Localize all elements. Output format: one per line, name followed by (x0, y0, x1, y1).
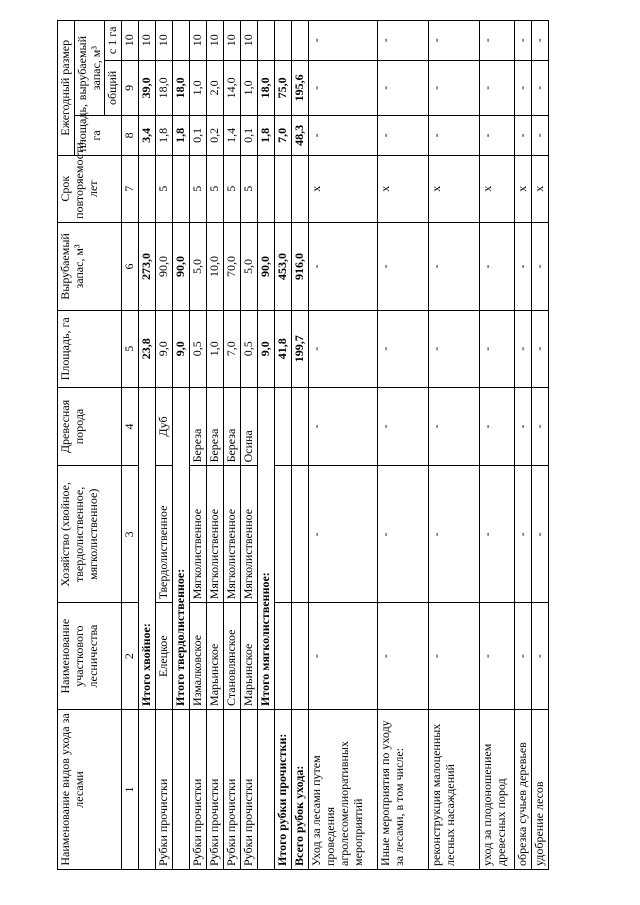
cell-area: 9,0 (258, 311, 275, 388)
cell-annual-area: 0,1 (190, 116, 207, 155)
table-row (190, 21, 207, 870)
cell-x: х (480, 155, 515, 222)
col-number: 1 (122, 709, 139, 869)
header-economy: Хозяйство (хвойное, твердолиственное, мягколиственное) (58, 466, 122, 603)
cell-annual-area: 7,0 (275, 116, 292, 155)
cell-work-type: Рубки прочистки (224, 709, 241, 869)
table-row (173, 21, 190, 870)
cell-dash: - (309, 21, 378, 61)
table-row (258, 21, 275, 870)
cell-dash: - (309, 311, 378, 388)
cell-per-ha: 10 (139, 21, 156, 61)
cell-area: 41,8 (275, 311, 292, 388)
cell-economy: Мягколиственное (190, 466, 207, 603)
cell-period: 5 (224, 155, 241, 222)
cell-per-ha: 10 (190, 21, 207, 61)
cell-dash: - (378, 387, 429, 466)
col-number: 10 (122, 21, 139, 61)
cell-dash: - (532, 222, 549, 310)
cell-dash: - (309, 466, 378, 603)
table-row (378, 21, 429, 870)
cell-work-type: Иные мероприятия по уходу за лесами, в том числе: (378, 709, 429, 869)
cell-dash: - (515, 116, 532, 155)
subtotal-label: Итого твердолиственное: (173, 387, 190, 709)
cell-dash: - (532, 387, 549, 466)
forest-care-table (57, 20, 549, 870)
cell-volume: 10,0 (207, 222, 224, 310)
cell-x: х (309, 155, 378, 222)
subtotal-label: Итого мягколиственное: (258, 387, 275, 709)
cell-work-type: обрезка сучьев деревьев (515, 709, 532, 869)
cell-dash: - (515, 603, 532, 710)
cell-annual-total: 18,0 (173, 60, 190, 116)
header-annual-per-ha: с 1 га (105, 21, 122, 61)
cell-work-type: Рубки прочистки (190, 709, 207, 869)
cell-work-type: реконструкция малоценных лесных насаждений (429, 709, 480, 869)
table-row (429, 21, 480, 870)
table-row (292, 21, 309, 870)
cell-annual-area: 48,3 (292, 116, 309, 155)
cell-dash: - (429, 21, 480, 61)
cell-dash: - (378, 116, 429, 155)
cell-dash: - (378, 60, 429, 116)
table-row (480, 21, 515, 870)
cell-dash: - (378, 21, 429, 61)
cell-annual-total: 195,6 (292, 60, 309, 116)
cell-area: 23,8 (139, 311, 156, 388)
cell-x: х (429, 155, 480, 222)
grand-total-label: Всего рубок ухода: (292, 709, 309, 869)
cell-area: 9,0 (173, 311, 190, 388)
cell-annual-area: 1,8 (173, 116, 190, 155)
cell-forestry: Измалковское (190, 603, 207, 710)
cell-species: Береза (224, 387, 241, 466)
cell-per-ha: 10 (207, 21, 224, 61)
cell-dash: - (480, 387, 515, 466)
col-number: 3 (122, 466, 139, 603)
header-annual-volume: вырубаемый запас, м³ (74, 21, 105, 116)
cell-economy: Мягколиственное (207, 466, 224, 603)
column-number-row (122, 21, 139, 870)
cell-work-type: удобрение лесов (532, 709, 549, 869)
subtotal-label: Итого хвойное: (139, 387, 156, 709)
cell-species: Береза (190, 387, 207, 466)
rotated-page (57, 20, 577, 870)
cell-per-ha: 10 (241, 21, 258, 61)
cell-annual-area: 1,8 (156, 116, 173, 155)
cell-annual-total: 18,0 (156, 60, 173, 116)
cell-dash: - (309, 603, 378, 710)
cell-species: Береза (207, 387, 224, 466)
cell-x: х (378, 155, 429, 222)
cell-dash: - (480, 116, 515, 155)
cell-dash: - (429, 311, 480, 388)
cell-dash: - (378, 603, 429, 710)
cell-dash: - (429, 222, 480, 310)
header-forestry: Наименование участкового лесничества (58, 603, 122, 710)
table-row (309, 21, 378, 870)
cell-volume: 453,0 (275, 222, 292, 310)
cell-dash: - (480, 603, 515, 710)
cell-volume: 5,0 (241, 222, 258, 310)
cell-dash: - (515, 21, 532, 61)
cell-dash: - (429, 466, 480, 603)
cell-annual-total: 14,0 (224, 60, 241, 116)
cell-dash: - (532, 116, 549, 155)
cell-dash: - (532, 466, 549, 603)
cell-work-type: Рубки прочистки (241, 709, 258, 869)
cell-dash: - (378, 222, 429, 310)
cell-area: 9,0 (156, 311, 173, 388)
cell-dash: - (429, 60, 480, 116)
table-row (532, 21, 549, 870)
cell-dash: - (429, 116, 480, 155)
cell-work-type: уход за плодоношением древесных пород (480, 709, 515, 869)
table-row (224, 21, 241, 870)
table-row (515, 21, 532, 870)
total-label: Итого рубки прочистки: (275, 709, 292, 869)
cell-dash: - (480, 60, 515, 116)
cell-dash: - (378, 466, 429, 603)
cell-x: х (532, 155, 549, 222)
table-row (207, 21, 224, 870)
cell-area: 7,0 (224, 311, 241, 388)
table-row (139, 21, 156, 870)
cell-volume: 5,0 (190, 222, 207, 310)
cell-dash: - (309, 387, 378, 466)
cell-period: 5 (156, 155, 173, 222)
cell-dash: - (515, 222, 532, 310)
cell-period: 5 (190, 155, 207, 222)
cell-annual-total: 2,0 (207, 60, 224, 116)
cell-area: 199,7 (292, 311, 309, 388)
cell-forestry: Елецкое (156, 603, 173, 710)
col-number: 5 (122, 311, 139, 388)
table-row (241, 21, 258, 870)
cell-annual-area: 1,4 (224, 116, 241, 155)
cell-dash: - (532, 311, 549, 388)
col-number: 7 (122, 155, 139, 222)
cell-period: 5 (207, 155, 224, 222)
cell-dash: - (378, 311, 429, 388)
cell-economy: Мягколиственное (241, 466, 258, 603)
cell-dash: - (309, 60, 378, 116)
cell-dash: - (532, 603, 549, 710)
cell-dash: - (515, 311, 532, 388)
cell-forestry: Становлянское (224, 603, 241, 710)
cell-annual-total: 18,0 (258, 60, 275, 116)
cell-dash: - (429, 603, 480, 710)
col-number: 8 (122, 116, 139, 155)
cell-volume: 90,0 (173, 222, 190, 310)
cell-dash: - (515, 60, 532, 116)
cell-area: 0,5 (190, 311, 207, 388)
cell-dash: - (515, 466, 532, 603)
table-row (156, 21, 173, 870)
cell-area: 1,0 (207, 311, 224, 388)
cell-dash: - (309, 116, 378, 155)
cell-economy: Мягколиственное (224, 466, 241, 603)
cell-volume: 916,0 (292, 222, 309, 310)
cell-volume: 70,0 (224, 222, 241, 310)
header-annual: Ежегодный размер (58, 21, 75, 156)
col-number: 2 (122, 603, 139, 710)
header-work-type: Наименование видов ухода за лесами (58, 709, 122, 869)
cell-dash: - (532, 21, 549, 61)
cell-annual-total: 1,0 (241, 60, 258, 116)
header-species: Древесная порода (58, 387, 122, 466)
cell-species: Осина (241, 387, 258, 466)
cell-annual-total: 1,0 (190, 60, 207, 116)
col-number: 6 (122, 222, 139, 310)
cell-economy: Твердолиственное (156, 466, 173, 603)
cell-forestry: Марьинское (241, 603, 258, 710)
table-row (275, 21, 292, 870)
header-period: Срок повторяемости, лет (58, 155, 122, 222)
cell-work-type: Уход за лесами путем проведения агролесомелиоративных мероприятий (309, 709, 378, 869)
cell-dash: - (480, 466, 515, 603)
cell-annual-area: 3,4 (139, 116, 156, 155)
cell-dash: - (515, 387, 532, 466)
cell-volume: 90,0 (258, 222, 275, 310)
cell-forestry: Марьинское (207, 603, 224, 710)
cell-per-ha: 10 (156, 21, 173, 61)
cell-annual-total: 39,0 (139, 60, 156, 116)
cell-species: Дуб (156, 387, 173, 466)
cell-work-type: Рубки прочистки (207, 709, 224, 869)
cell-annual-area: 0,2 (207, 116, 224, 155)
header-annual-total: общий (105, 60, 122, 116)
cell-x: х (515, 155, 532, 222)
cell-work-type: Рубки прочистки (156, 709, 173, 869)
cell-volume: 273,0 (139, 222, 156, 310)
cell-area: 0,5 (241, 311, 258, 388)
header-annual-area: площадь, га (74, 116, 121, 155)
col-number: 9 (122, 60, 139, 116)
cell-dash: - (429, 387, 480, 466)
cell-period: 5 (241, 155, 258, 222)
cell-per-ha: 10 (224, 21, 241, 61)
col-number: 4 (122, 387, 139, 466)
cell-dash: - (480, 21, 515, 61)
cell-annual-total: 75,0 (275, 60, 292, 116)
cell-dash: - (532, 60, 549, 116)
header-volume: Вырубаемый запас, м³ (58, 222, 122, 310)
header-area: Площадь, га (58, 311, 122, 388)
cell-annual-area: 0,1 (241, 116, 258, 155)
cell-annual-area: 1,8 (258, 116, 275, 155)
cell-dash: - (309, 222, 378, 310)
cell-dash: - (480, 311, 515, 388)
cell-dash: - (480, 222, 515, 310)
cell-volume: 90,0 (156, 222, 173, 310)
